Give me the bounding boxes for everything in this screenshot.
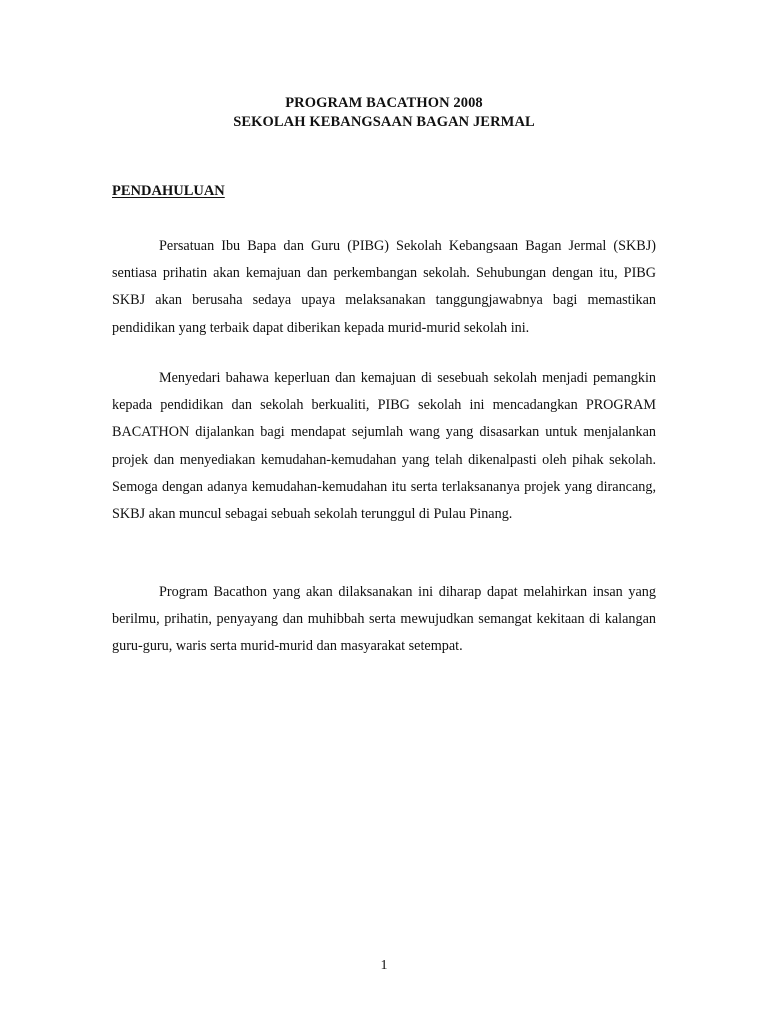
- document-title: [0, 94, 768, 132]
- paragraph-1: Persatuan Ibu Bapa dan Guru (PIBG) Sekolah Kebangsaan Bagan Jermal (SKBJ) sentiasa prihatin akan kemajuan dan perkembangan sekolah. Sehubungan dengan itu, PIBG SKBJ akan berusaha sedaya upaya melaksanakan tanggungjawabnya bagi memastikan pendidikan yang terbaik dapat diberikan kepada murid-murid sekolah ini.: [112, 238, 656, 336]
- section-heading: PENDAHULUAN: [112, 183, 225, 199]
- page-number: 1: [380, 958, 388, 973]
- paragraph-2: Menyedari bahawa keperluan dan kemajuan di sesebuah sekolah menjadi pemangkin kepada pendidikan dan sekolah berkualiti, PIBG sekolah ini mencadangkan PROGRAM BACATHON dijalankan bagi mendapat sejumlah wang yang disasarkan untuk menjalankan projek dan menyediakan kemudahan-kemudahan yang telah dikenalpasti oleh pihak sekolah. Semoga dengan adanya kemudahan-kemudahan itu serta terlaksananya projek yang dirancang, SKBJ akan muncul sebagai sebuah sekolah terunggul di Pulau Pinang.: [112, 370, 656, 523]
- paragraph-3: Program Bacathon yang akan dilaksanakan ini diharap dapat melahirkan insan yang berilmu, prihatin, penyayang dan muhibbah serta mewujudkan semangat kekitaan di kalangan guru-guru, waris serta murid-murid dan masyarakat setempat.: [112, 584, 656, 655]
- title-line-2: SEKOLAH KEBANGSAAN BAGAN JERMAL: [233, 114, 535, 130]
- title-line-1: PROGRAM BACATHON 2008: [285, 95, 483, 111]
